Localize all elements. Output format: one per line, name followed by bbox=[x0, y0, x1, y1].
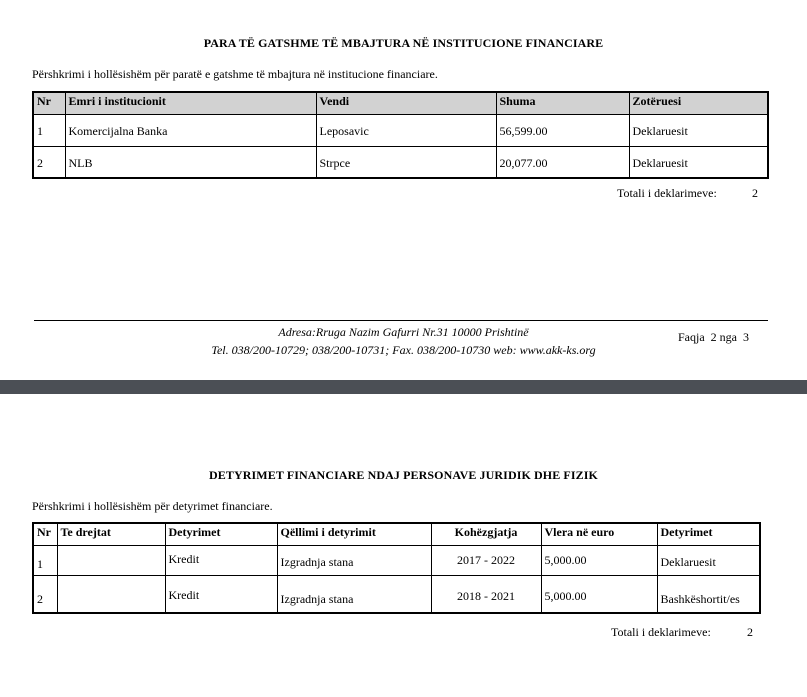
cell-place: Strpce bbox=[316, 146, 496, 178]
cell-purpose: Izgradnja stana bbox=[277, 545, 431, 575]
col-header-rights: Te drejtat bbox=[57, 523, 165, 545]
total-label: Totali i deklarimeve: bbox=[617, 186, 717, 200]
liabilities-table-header bbox=[33, 523, 760, 545]
cash-table-header bbox=[33, 92, 768, 114]
cell-institution: NLB bbox=[65, 146, 316, 178]
total-label: Totali i deklarimeve: bbox=[611, 625, 711, 639]
col-header-value: Vlera në euro bbox=[541, 523, 657, 545]
footer-divider bbox=[34, 320, 768, 321]
cell-rights bbox=[57, 575, 165, 613]
section-description-cash: Përshkrimi i hollësishëm për paratë e gatshme të mbajtura në institucione financiare. bbox=[32, 67, 438, 81]
footer-address: Adresa:Rruga Nazim Gafurri Nr.31 10000 Prishtinë bbox=[278, 325, 529, 339]
cell-obligation: Kredit bbox=[165, 545, 277, 575]
total-value: 2 bbox=[747, 625, 753, 639]
cell-rights bbox=[57, 545, 165, 575]
page-total: 3 bbox=[743, 330, 749, 344]
page-number bbox=[678, 330, 749, 345]
section-title-liabilities: DETYRIMET FINANCIARE NDAJ PERSONAVE JURIDIK DHE FIZIK bbox=[209, 468, 598, 482]
cell-place: Leposavic bbox=[316, 114, 496, 146]
col-header-duration: Kohëzgjatja bbox=[431, 523, 541, 545]
table-row bbox=[33, 146, 768, 178]
cell-obligation: Kredit bbox=[165, 575, 277, 613]
cell-nr: 2 bbox=[33, 146, 65, 178]
section-title-cash: PARA TË GATSHME TË MBAJTURA NË INSTITUCIONE FINANCIARE bbox=[203, 36, 604, 50]
cell-nr: 1 bbox=[33, 545, 57, 575]
page-of: nga bbox=[719, 330, 737, 344]
page-current: 2 bbox=[710, 330, 717, 344]
cell-amount: 56,599.00 bbox=[496, 114, 629, 146]
page-label: Faqja bbox=[678, 330, 705, 344]
col-header-institution: Emri i institucionit bbox=[65, 92, 316, 114]
cell-owner: Deklaruesit bbox=[629, 114, 768, 146]
footer-contact: Tel. 038/200-10729; 038/200-10731; Fax. 038/200-10730 web: www.akk-ks.org bbox=[211, 343, 596, 357]
table-row bbox=[33, 114, 768, 146]
liabilities-table bbox=[32, 522, 761, 614]
cell-owner: Deklaruesit bbox=[629, 146, 768, 178]
cell-nr: 1 bbox=[33, 114, 65, 146]
cell-nr: 2 bbox=[33, 575, 57, 613]
cash-total bbox=[0, 186, 807, 202]
cell-institution: Komercijalna Banka bbox=[65, 114, 316, 146]
col-header-place: Vendi bbox=[316, 92, 496, 114]
cell-value: 5,000.00 bbox=[541, 545, 657, 575]
col-header-purpose: Qëllimi i detyrimit bbox=[277, 523, 431, 545]
cell-amount: 20,077.00 bbox=[496, 146, 629, 178]
cell-duration: 2018 - 2021 bbox=[431, 575, 541, 613]
document-page-2 bbox=[0, 394, 807, 697]
col-header-amount: Shuma bbox=[496, 92, 629, 114]
liabilities-total bbox=[0, 625, 807, 641]
section-description-liabilities: Përshkrimi i hollësishëm për detyrimet financiare. bbox=[32, 499, 273, 513]
col-header-nr: Nr bbox=[33, 92, 65, 114]
col-header-obligation: Detyrimet bbox=[165, 523, 277, 545]
cell-holder: Deklaruesit bbox=[657, 545, 760, 575]
cell-purpose: Izgradnja stana bbox=[277, 575, 431, 613]
cash-table bbox=[32, 91, 769, 179]
cell-duration: 2017 - 2022 bbox=[431, 545, 541, 575]
page-separator bbox=[0, 380, 807, 394]
total-value: 2 bbox=[752, 186, 758, 200]
col-header-holder: Detyrimet bbox=[657, 523, 760, 545]
table-row bbox=[33, 545, 760, 575]
cell-holder: Bashkëshortit/es bbox=[657, 575, 760, 613]
cell-value: 5,000.00 bbox=[541, 575, 657, 613]
col-header-nr: Nr bbox=[33, 523, 57, 545]
table-row bbox=[33, 575, 760, 613]
col-header-owner: Zotëruesi bbox=[629, 92, 768, 114]
